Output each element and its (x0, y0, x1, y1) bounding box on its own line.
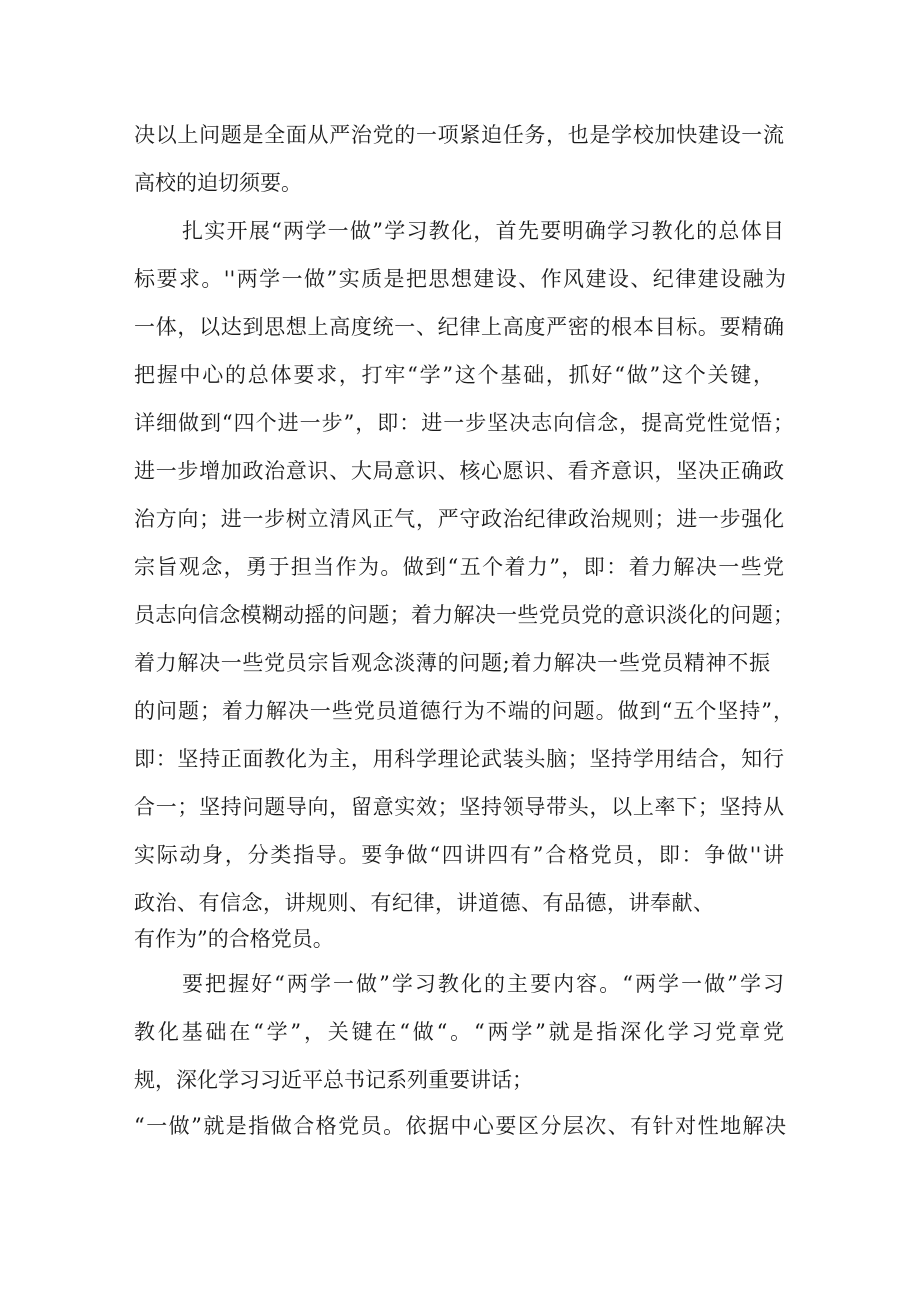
text-line: 实际动身，分类指导。要争做“四讲四有”合格党员，即：争做''讲 (134, 843, 784, 867)
text-line: 教化基础在“学”，关键在“做“。“两学”就是指深化学习党章党 (134, 1020, 784, 1044)
text-line: 进一步增加政治意识、大局意识、核心愿识、看齐意识，坚决正确政 (134, 459, 784, 483)
text-line: 扎实开展“两学一做”学习教化，首先要明确学习教化的总体目 (182, 219, 784, 243)
text-line: 的问题；着力解决一些党员道德行为不端的问题。做到“五个坚持”， (134, 699, 794, 723)
text-line: 标要求。''两学一做”实质是把思想建设、作风建设、纪律建设融为 (134, 267, 786, 291)
text-line: 政治、有信念，讲规则、有纪律，讲道德、有品德，讲奉献、 (134, 891, 714, 915)
text-line: 即：坚持正面教化为主，用科学理论武装头脑；坚持学用结合，知行 (134, 747, 784, 771)
text-line: 要把握好“两学一做”学习教化的主要内容。“两学一做”学习 (182, 972, 784, 996)
text-line: 决以上问题是全面从严治党的一项紧迫任务，也是学校加快建设一流 (134, 123, 784, 147)
text-line: 详细做到“四个进一步”，即：进一步坚决志向信念，提高党性觉悟； (134, 411, 794, 435)
text-line: 有作为”的合格党员。 (134, 927, 334, 951)
text-line: 着力解决一些党员宗旨观念淡薄的问题;着力解决一些党员精神不振 (134, 651, 770, 675)
text-line: 把握中心的总体要求，打牢“学”这个基础，抓好“做”这个关键， (134, 363, 774, 387)
text-line: 规，深化学习习近平总书记系列重要讲话； (134, 1068, 533, 1092)
text-line: 治方向；进一步树立清风正气，严守政治纪律政治规则；进一步强化 (134, 507, 784, 531)
text-line: 宗旨观念，勇于担当作为。做到“五个着力”，即：着力解决一些党 (134, 555, 784, 579)
text-line: 员志向信念模糊动摇的问题；着力解决一些党员党的意识淡化的问题； (134, 603, 794, 627)
text-line: 合一；坚持问题导向，留意实效；坚持领导带头，以上率下；坚持从 (134, 795, 784, 819)
text-line: 高校的迫切须要。 (134, 171, 302, 195)
text-line: “一做”就是指做合格党员。依据中心要区分层次、有针对性地解决 (134, 1114, 786, 1138)
text-line: 一体，以达到思想上高度统一、纪律上高度严密的根本目标。要精确 (134, 315, 784, 339)
